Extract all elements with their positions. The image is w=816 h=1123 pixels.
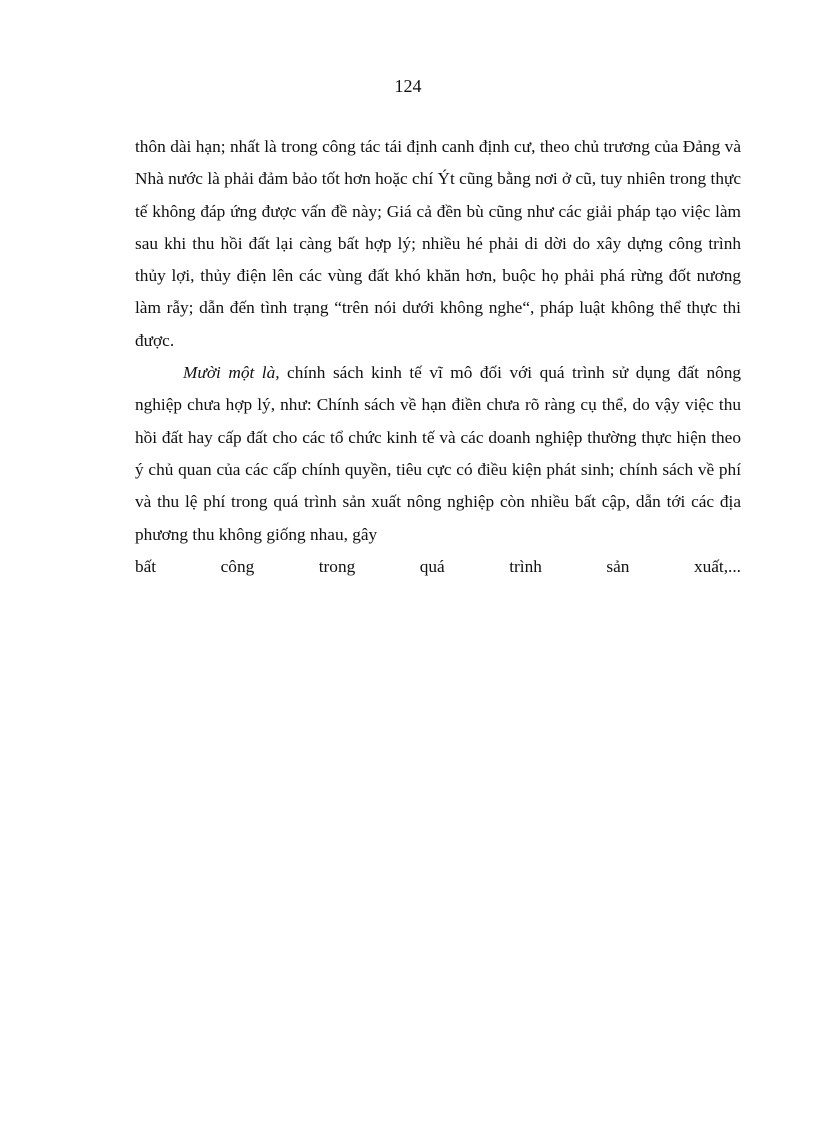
last-line-word: xuất,... bbox=[693, 556, 741, 576]
paragraph-lead-phrase: Mười một là, bbox=[183, 363, 280, 383]
last-line-word: trong bbox=[318, 556, 356, 576]
last-line-word: bất bbox=[135, 556, 157, 576]
paragraph-last-line bbox=[135, 551, 741, 583]
page-number: 124 bbox=[394, 76, 422, 96]
paragraph-text: chính sách kinh tế vĩ mô đối với quá trình sử dụng đất nông nghiệp chưa hợp lý, như: Chính sách về hạn điền chưa rõ ràng cụ thể, do vậy việc thu hồi đất hay cấp đất cho các tổ chức kinh tế và các doanh nghiệp thường thực hiện theo ý chủ quan của các cấp chính quyền, tiêu cực có điều kiện phát sinh; chính sách về phí và thu lệ phí trong quá trình sản xuất nông nghiệp còn nhiều bất cập, dẫn tới các địa phương thu không giống nhau, gây bbox=[135, 363, 742, 544]
paragraph-muoi-mot-la bbox=[135, 357, 741, 551]
last-line-word: trình bbox=[509, 556, 542, 576]
last-line-word: quá bbox=[419, 556, 445, 576]
last-line-word: sản bbox=[606, 556, 630, 576]
last-line-word: công bbox=[220, 556, 255, 576]
paragraph-continuation: thôn dài hạn; nhất là trong công tác tái định canh định cư, theo chủ trương của Đảng và Nhà nước là phải đảm bảo tốt hơn hoặc chí Ýt cũng bằng nơi ở cũ, tuy nhiên trong thực tế không đáp ứng được vấn đề này; Giá cả đền bù cũng như các giải pháp tạo việc làm sau khi thu hồi đất lại càng bất hợp lý; nhiều hé phải di dời do xây dựng công trình thủy lợi, thủy điện lên các vùng đất khó khăn hơn, buộc họ phải phá rừng đốt nương làm rẫy; dẫn đến tình trạng “trên nói dưới không nghe“, pháp luật không thể thực thi được. bbox=[135, 137, 741, 350]
body-text bbox=[135, 131, 741, 583]
